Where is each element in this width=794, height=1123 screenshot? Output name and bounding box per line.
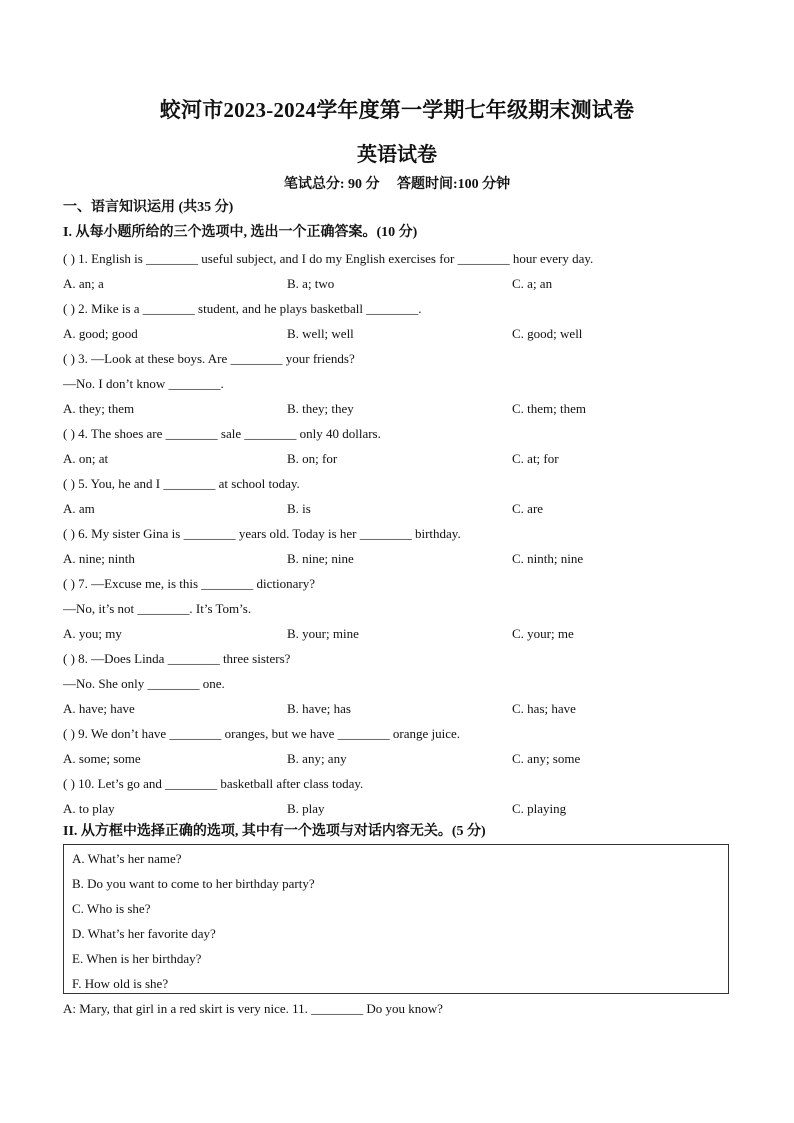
option-c: C. has; have <box>512 701 576 716</box>
option-c: C. are <box>512 501 544 516</box>
box-option: D. What’s her favorite day? <box>72 926 216 941</box>
option-b: B. a; two <box>287 276 335 291</box>
exam-subtitle: 英语试卷 <box>357 144 437 166</box>
question-6: ( ) 6. My sister Gina is ________ years old. Today is her ________ birthday. <box>63 526 461 541</box>
option-a: A. have; have <box>63 701 135 716</box>
box-option: B. Do you want to come to her birthday party? <box>72 876 315 891</box>
box-option: E. When is her birthday? <box>72 951 202 966</box>
option-c: C. at; for <box>512 451 559 466</box>
option-a: A. they; them <box>63 401 135 416</box>
option-c: C. ninth; nine <box>512 551 584 566</box>
box-option: C. Who is she? <box>72 901 151 916</box>
question-10: ( ) 10. Let’s go and ________ basketball after class today. <box>63 776 364 791</box>
option-c: C. them; them <box>512 401 587 416</box>
option-a: A. an; a <box>63 276 104 291</box>
option-a: A. am <box>63 501 95 516</box>
option-a: A. to play <box>63 801 115 816</box>
question-7: ( ) 7. —Excuse me, is this ________ dictionary? <box>63 576 316 591</box>
option-b: B. play <box>287 801 325 816</box>
exam-info <box>0 173 794 193</box>
box-option: A. What’s her name? <box>72 851 182 866</box>
option-c: C. your; me <box>512 626 574 641</box>
option-b: B. is <box>287 501 311 516</box>
question-3: ( ) 3. —Look at these boys. Are ________ your friends? <box>63 351 355 366</box>
option-c: C. good; well <box>512 326 583 341</box>
option-a: A. you; my <box>63 626 122 641</box>
question-8: ( ) 8. —Does Linda ________ three sisters? <box>63 651 291 666</box>
option-b: B. have; has <box>287 701 351 716</box>
option-c: C. playing <box>512 801 567 816</box>
option-a: A. on; at <box>63 451 109 466</box>
question-1: ( ) 1. English is ________ useful subject, and I do my English exercises for ________ hour every day. <box>63 251 594 266</box>
option-c: C. any; some <box>512 751 581 766</box>
section-heading: 一、语言知识运用 (共35 分) <box>63 200 234 215</box>
option-b: B. they; they <box>287 401 354 416</box>
options-box <box>63 844 729 994</box>
part-heading: II. 从方框中选择正确的选项, 其中有一个选项与对话内容无关。(5 分) <box>63 824 486 839</box>
option-a: A. good; good <box>63 326 138 341</box>
question-3-reply: —No. I don’t know ________. <box>63 376 224 391</box>
total-score: 笔试总分: 90 分 <box>283 177 380 192</box>
question-4: ( ) 4. The shoes are ________ sale ________ only 40 dollars. <box>63 426 381 441</box>
option-b: B. well; well <box>287 326 354 341</box>
option-b: B. any; any <box>287 751 347 766</box>
option-c: C. a; an <box>512 276 553 291</box>
part-heading: I. 从每小题所给的三个选项中, 选出一个正确答案。(10 分) <box>63 225 418 240</box>
dialog-line: A: Mary, that girl in a red skirt is very nice. 11. ________ Do you know? <box>63 1001 443 1016</box>
option-b: B. on; for <box>287 451 338 466</box>
question-5: ( ) 5. You, he and I ________ at school today. <box>63 476 300 491</box>
exam-time: 答题时间:100 分钟 <box>397 177 511 192</box>
question-8-reply: —No. She only ________ one. <box>63 676 225 691</box>
question-9: ( ) 9. We don’t have ________ oranges, but we have ________ orange juice. <box>63 726 461 741</box>
box-option: F. How old is she? <box>72 976 169 991</box>
option-a: A. nine; ninth <box>63 551 135 566</box>
option-a: A. some; some <box>63 751 141 766</box>
option-b: B. your; mine <box>287 626 359 641</box>
option-b: B. nine; nine <box>287 551 354 566</box>
exam-title: 蛟河市2023-2024学年度第一学期七年级期末测试卷 <box>159 98 635 122</box>
question-2: ( ) 2. Mike is a ________ student, and he plays basketball ________. <box>63 301 422 316</box>
question-7-reply: —No, it’s not ________. It’s Tom’s. <box>63 601 252 616</box>
